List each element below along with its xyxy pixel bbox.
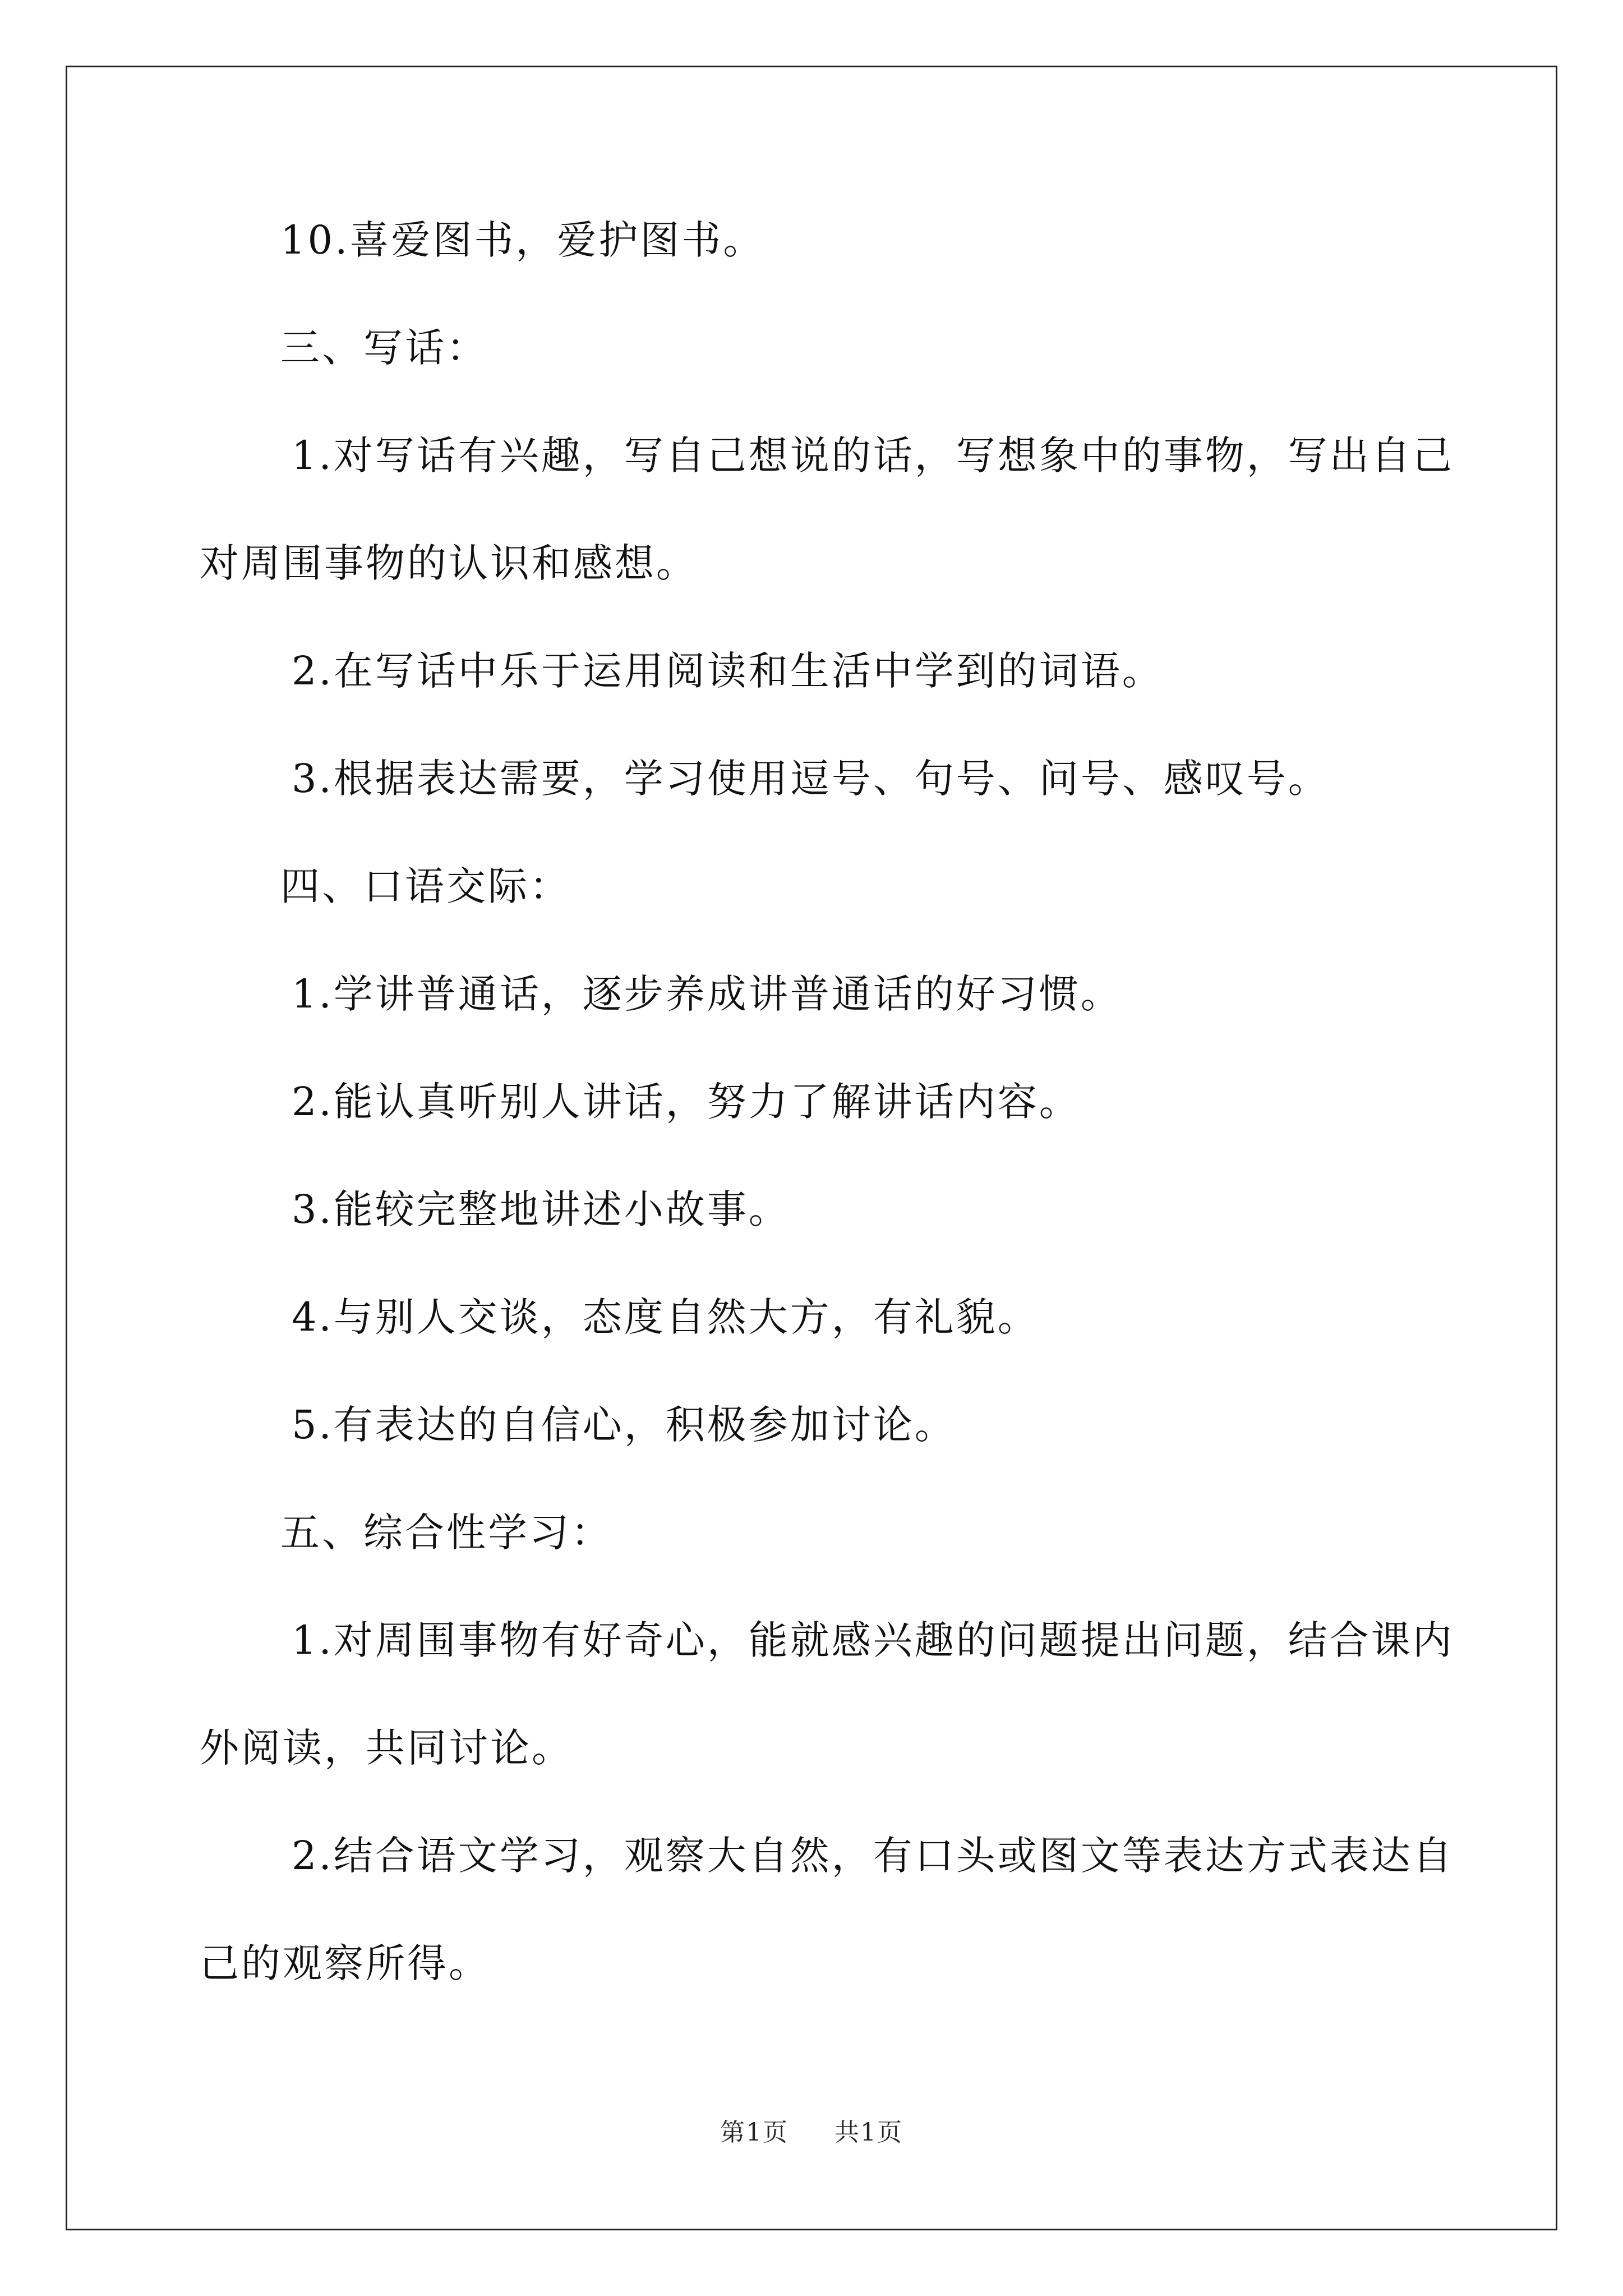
paragraph-1: [280, 213, 764, 267]
paragraph-text: 4.与别人交谈，态度自然大方，有礼貌。: [292, 1294, 1039, 1340]
paragraph-text: 10.喜爱图书，爱护图书。: [280, 217, 765, 263]
paragraph-13: [200, 1613, 1454, 1775]
paragraph-text: 1.对写话有兴趣，写自己想说的话，写想象中的事物，写出自己: [292, 432, 1454, 478]
paragraph-text: 2.结合语文学习，观察大自然，有口头或图文等表达方式表达自: [292, 1833, 1454, 1879]
paragraph-11: [292, 1398, 956, 1452]
page-total: 共1页: [834, 2118, 903, 2147]
paragraph-continuation: 对周围事物的认识和感想。: [200, 540, 698, 586]
paragraph-text: 五、综合性学习：: [280, 1510, 612, 1556]
page-footer: [0, 2116, 1623, 2150]
paragraph-4: [292, 644, 1164, 698]
paragraph-text: 3.根据表达需要，学习使用逗号、句号、问号、感叹号。: [292, 756, 1330, 802]
paragraph-10: [292, 1290, 1039, 1344]
paragraph-continuation: 外阅读，共同讨论。: [200, 1725, 573, 1771]
section-heading-integrated: [280, 1506, 612, 1559]
paragraph-text: 四、口语交际：: [280, 863, 571, 909]
paragraph-8: [292, 1075, 1081, 1129]
paragraph-14: [200, 1829, 1454, 1990]
section-heading-speaking: [280, 859, 571, 913]
paragraph-text: 2.能认真听别人讲话，努力了解讲话内容。: [292, 1079, 1081, 1125]
paragraph-5: [292, 752, 1330, 806]
paragraph-text: 三、写话：: [280, 325, 488, 371]
paragraph-text: 1.对周围事物有好奇心，能就感兴趣的问题提出问题，结合课内: [292, 1617, 1454, 1663]
paragraph-continuation: 己的观察所得。: [200, 1940, 490, 1986]
paragraph-text: 2.在写话中乐于运用阅读和生活中学到的词语。: [292, 648, 1164, 694]
paragraph-9: [292, 1182, 790, 1236]
paragraph-3: [200, 429, 1454, 590]
paragraph-text: 1.学讲普通话，逐步养成讲普通话的好习惯。: [292, 971, 1122, 1017]
page-number: 第1页: [720, 2118, 789, 2147]
section-heading-writing: [280, 321, 488, 375]
paragraph-text: 3.能较完整地讲述小故事。: [292, 1186, 790, 1232]
paragraph-text: 5.有表达的自信心，积极参加讨论。: [292, 1402, 956, 1448]
paragraph-7: [292, 967, 1122, 1021]
